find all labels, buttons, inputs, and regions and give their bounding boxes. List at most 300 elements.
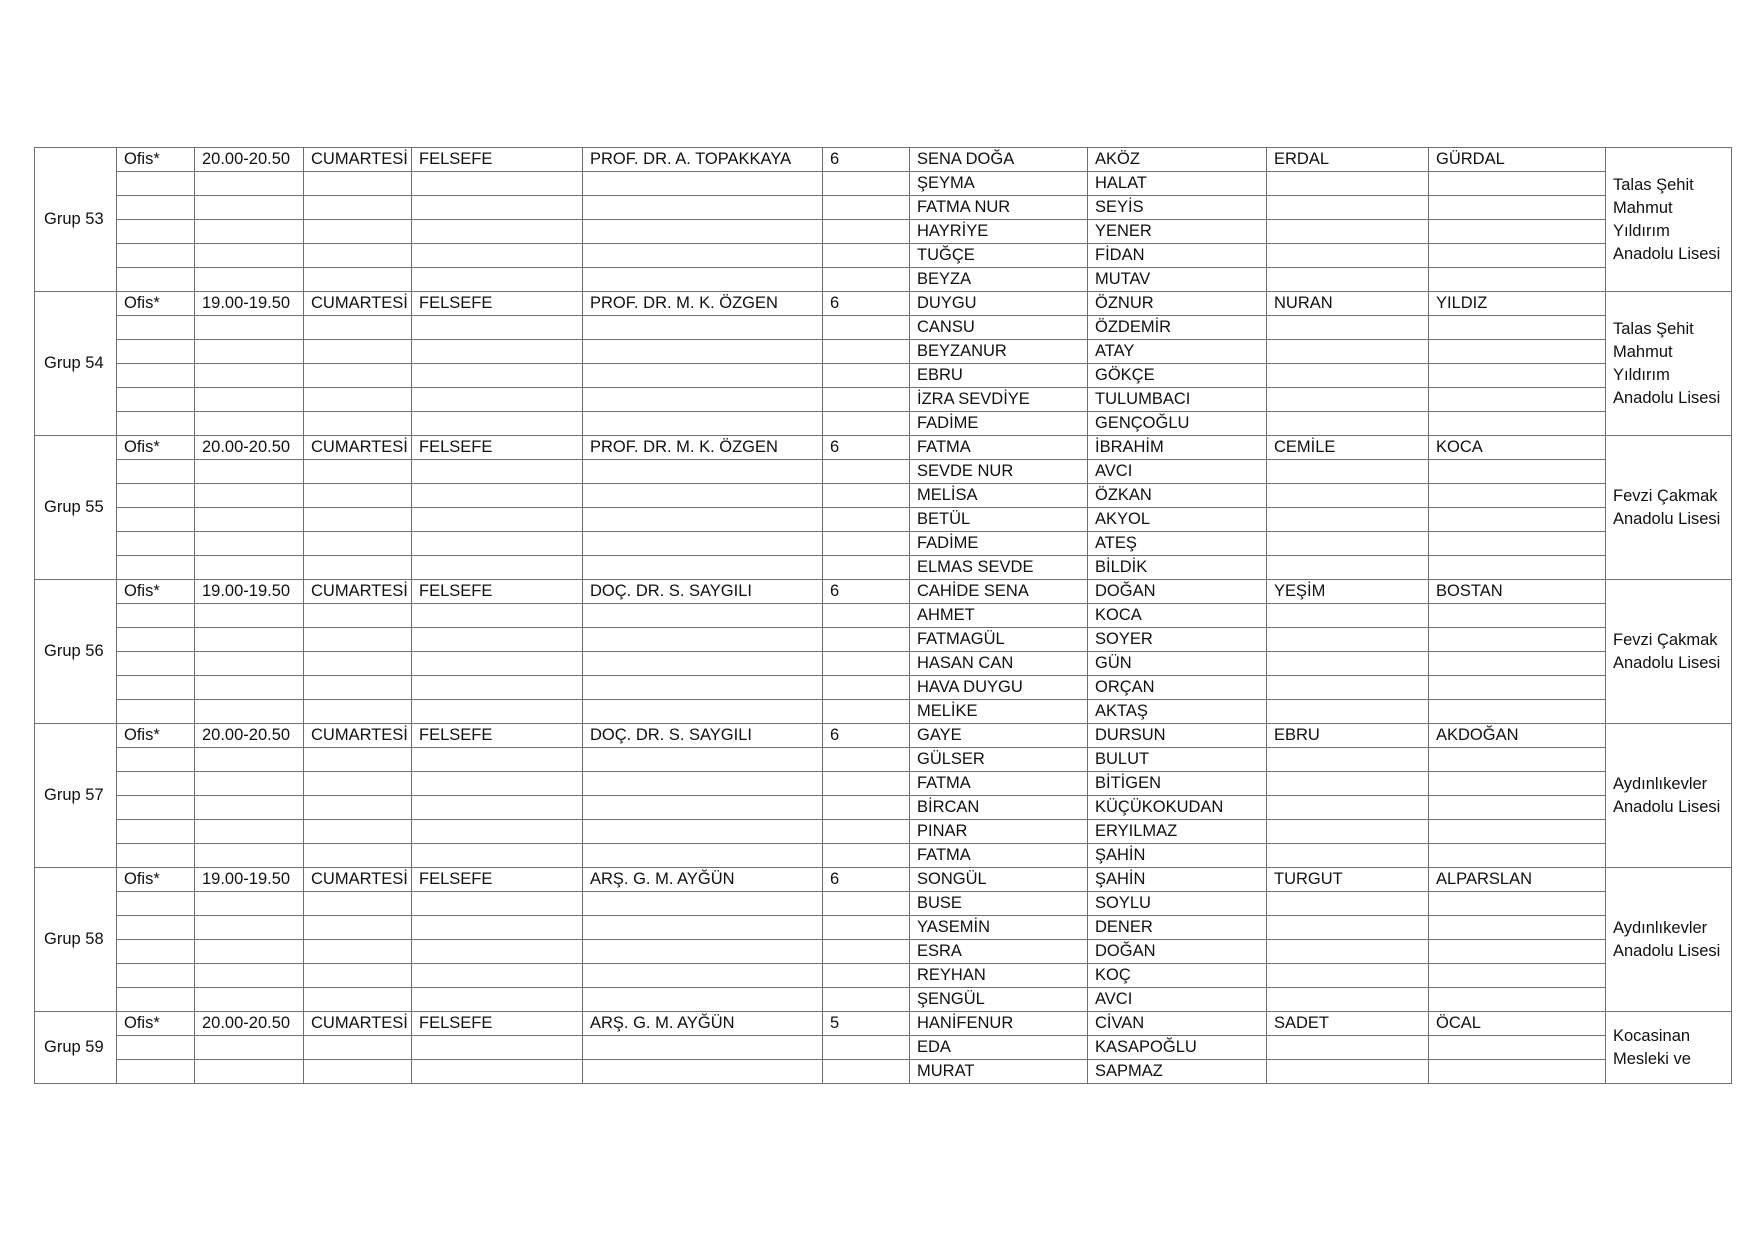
teacher-last-name <box>1429 388 1606 412</box>
table-row <box>35 892 1732 916</box>
time-cell <box>195 772 304 796</box>
day-cell <box>304 172 412 196</box>
course-cell <box>412 1036 583 1060</box>
student-first-name: SEVDE NUR <box>910 460 1088 484</box>
group-label: Grup 59 <box>35 1012 117 1084</box>
student-first-name: GAYE <box>910 724 1088 748</box>
day-cell <box>304 844 412 868</box>
instructor-cell <box>583 988 823 1012</box>
student-count-cell <box>823 772 910 796</box>
course-cell: FELSEFE <box>412 148 583 172</box>
student-count-cell <box>823 604 910 628</box>
teacher-first-name <box>1267 1036 1429 1060</box>
instructor-cell <box>583 844 823 868</box>
instructor-cell <box>583 964 823 988</box>
course-cell: FELSEFE <box>412 436 583 460</box>
teacher-first-name <box>1267 772 1429 796</box>
time-cell <box>195 700 304 724</box>
teacher-last-name: AKDOĞAN <box>1429 724 1606 748</box>
course-cell <box>412 1060 583 1084</box>
course-cell <box>412 508 583 532</box>
time-cell <box>195 556 304 580</box>
student-count-cell <box>823 364 910 388</box>
location-cell: Ofis* <box>117 436 195 460</box>
student-last-name: ÖZDEMİR <box>1088 316 1267 340</box>
location-cell <box>117 892 195 916</box>
group-label: Grup 56 <box>35 580 117 724</box>
instructor-cell <box>583 340 823 364</box>
student-count-cell <box>823 460 910 484</box>
day-cell <box>304 412 412 436</box>
teacher-first-name <box>1267 700 1429 724</box>
instructor-cell <box>583 916 823 940</box>
student-first-name: DUYGU <box>910 292 1088 316</box>
teacher-first-name <box>1267 340 1429 364</box>
teacher-first-name <box>1267 484 1429 508</box>
teacher-first-name <box>1267 196 1429 220</box>
course-cell <box>412 892 583 916</box>
location-cell <box>117 1036 195 1060</box>
time-cell: 20.00-20.50 <box>195 724 304 748</box>
time-cell <box>195 988 304 1012</box>
instructor-cell <box>583 532 823 556</box>
day-cell <box>304 748 412 772</box>
instructor-cell <box>583 388 823 412</box>
teacher-last-name <box>1429 796 1606 820</box>
location-cell <box>117 844 195 868</box>
student-first-name: REYHAN <box>910 964 1088 988</box>
student-last-name: MUTAV <box>1088 268 1267 292</box>
student-first-name: BUSE <box>910 892 1088 916</box>
teacher-last-name <box>1429 940 1606 964</box>
course-cell: FELSEFE <box>412 1012 583 1036</box>
teacher-first-name <box>1267 916 1429 940</box>
time-cell <box>195 412 304 436</box>
day-cell <box>304 364 412 388</box>
location-cell <box>117 388 195 412</box>
time-cell <box>195 340 304 364</box>
instructor-cell: DOÇ. DR. S. SAYGILI <box>583 724 823 748</box>
teacher-last-name <box>1429 364 1606 388</box>
student-first-name: FADİME <box>910 532 1088 556</box>
group-label: Grup 55 <box>35 436 117 580</box>
teacher-last-name: BOSTAN <box>1429 580 1606 604</box>
student-last-name: BİLDİK <box>1088 556 1267 580</box>
location-cell <box>117 484 195 508</box>
day-cell <box>304 556 412 580</box>
teacher-first-name <box>1267 364 1429 388</box>
teacher-last-name <box>1429 340 1606 364</box>
day-cell <box>304 988 412 1012</box>
instructor-cell <box>583 820 823 844</box>
time-cell <box>195 196 304 220</box>
location-cell <box>117 940 195 964</box>
student-count-cell <box>823 1060 910 1084</box>
teacher-first-name: SADET <box>1267 1012 1429 1036</box>
student-count-cell <box>823 532 910 556</box>
day-cell <box>304 676 412 700</box>
student-count-cell <box>823 484 910 508</box>
instructor-cell <box>583 460 823 484</box>
student-first-name: FADİME <box>910 412 1088 436</box>
teacher-first-name <box>1267 388 1429 412</box>
student-last-name: İBRAHİM <box>1088 436 1267 460</box>
day-cell: CUMARTESİ <box>304 1012 412 1036</box>
location-cell: Ofis* <box>117 868 195 892</box>
student-first-name: EBRU <box>910 364 1088 388</box>
student-count-cell: 6 <box>823 580 910 604</box>
teacher-first-name <box>1267 796 1429 820</box>
day-cell: CUMARTESİ <box>304 292 412 316</box>
day-cell <box>304 532 412 556</box>
student-first-name: HANİFENUR <box>910 1012 1088 1036</box>
school-name: Fevzi Çakmak Anadolu Lisesi <box>1606 580 1732 724</box>
instructor-cell: ARŞ. G. M. AYĞÜN <box>583 868 823 892</box>
teacher-last-name <box>1429 652 1606 676</box>
instructor-cell <box>583 172 823 196</box>
course-cell <box>412 412 583 436</box>
table-row <box>35 460 1732 484</box>
course-cell <box>412 604 583 628</box>
location-cell: Ofis* <box>117 1012 195 1036</box>
day-cell <box>304 220 412 244</box>
student-first-name: BETÜL <box>910 508 1088 532</box>
table-row <box>35 580 1732 604</box>
table-row <box>35 748 1732 772</box>
day-cell <box>304 1036 412 1060</box>
student-count-cell <box>823 676 910 700</box>
location-cell <box>117 196 195 220</box>
location-cell: Ofis* <box>117 148 195 172</box>
location-cell <box>117 268 195 292</box>
student-count-cell <box>823 172 910 196</box>
course-cell: FELSEFE <box>412 724 583 748</box>
instructor-cell <box>583 940 823 964</box>
table-row <box>35 628 1732 652</box>
teacher-last-name <box>1429 460 1606 484</box>
location-cell <box>117 364 195 388</box>
day-cell <box>304 820 412 844</box>
location-cell <box>117 532 195 556</box>
day-cell <box>304 508 412 532</box>
instructor-cell <box>583 604 823 628</box>
day-cell <box>304 964 412 988</box>
instructor-cell <box>583 556 823 580</box>
table-row <box>35 316 1732 340</box>
student-first-name: FATMA <box>910 772 1088 796</box>
course-cell <box>412 796 583 820</box>
student-count-cell <box>823 268 910 292</box>
location-cell <box>117 604 195 628</box>
day-cell <box>304 484 412 508</box>
student-first-name: ŞEYMA <box>910 172 1088 196</box>
student-count-cell <box>823 700 910 724</box>
time-cell <box>195 268 304 292</box>
table-row <box>35 916 1732 940</box>
schedule-table <box>34 147 1732 1084</box>
teacher-last-name <box>1429 892 1606 916</box>
student-count-cell: 6 <box>823 148 910 172</box>
student-first-name: FATMA <box>910 436 1088 460</box>
teacher-first-name <box>1267 172 1429 196</box>
group-label: Grup 58 <box>35 868 117 1012</box>
day-cell <box>304 268 412 292</box>
student-first-name: MELİKE <box>910 700 1088 724</box>
location-cell <box>117 556 195 580</box>
instructor-cell: PROF. DR. M. K. ÖZGEN <box>583 292 823 316</box>
course-cell <box>412 916 583 940</box>
table-row <box>35 700 1732 724</box>
student-count-cell <box>823 244 910 268</box>
course-cell <box>412 844 583 868</box>
day-cell <box>304 196 412 220</box>
instructor-cell: PROF. DR. M. K. ÖZGEN <box>583 436 823 460</box>
table-row <box>35 844 1732 868</box>
student-first-name: FATMAGÜL <box>910 628 1088 652</box>
instructor-cell <box>583 508 823 532</box>
teacher-last-name <box>1429 844 1606 868</box>
teacher-last-name <box>1429 964 1606 988</box>
time-cell <box>195 796 304 820</box>
student-last-name: ÖZKAN <box>1088 484 1267 508</box>
day-cell: CUMARTESİ <box>304 148 412 172</box>
table-row <box>35 676 1732 700</box>
student-count-cell <box>823 196 910 220</box>
table-row <box>35 508 1732 532</box>
instructor-cell <box>583 196 823 220</box>
time-cell <box>195 508 304 532</box>
school-name: Talas Şehit Mahmut Yıldırım Anadolu Lisesi <box>1606 292 1732 436</box>
table-row <box>35 652 1732 676</box>
course-cell <box>412 748 583 772</box>
student-count-cell: 6 <box>823 868 910 892</box>
course-cell <box>412 172 583 196</box>
table-row <box>35 964 1732 988</box>
course-cell <box>412 556 583 580</box>
table-row <box>35 724 1732 748</box>
school-name: Fevzi Çakmak Anadolu Lisesi <box>1606 436 1732 580</box>
time-cell: 19.00-19.50 <box>195 292 304 316</box>
teacher-first-name <box>1267 556 1429 580</box>
course-cell <box>412 316 583 340</box>
student-count-cell <box>823 316 910 340</box>
day-cell <box>304 604 412 628</box>
teacher-first-name: ERDAL <box>1267 148 1429 172</box>
day-cell <box>304 892 412 916</box>
instructor-cell <box>583 364 823 388</box>
teacher-first-name <box>1267 844 1429 868</box>
location-cell <box>117 220 195 244</box>
teacher-last-name <box>1429 244 1606 268</box>
teacher-last-name: ÖCAL <box>1429 1012 1606 1036</box>
student-last-name: DURSUN <box>1088 724 1267 748</box>
table-row <box>35 436 1732 460</box>
teacher-last-name <box>1429 748 1606 772</box>
course-cell <box>412 196 583 220</box>
instructor-cell <box>583 1060 823 1084</box>
student-last-name: ATAY <box>1088 340 1267 364</box>
teacher-last-name <box>1429 988 1606 1012</box>
schedule-body <box>35 148 1732 1084</box>
table-row <box>35 604 1732 628</box>
student-first-name: HASAN CAN <box>910 652 1088 676</box>
teacher-last-name <box>1429 700 1606 724</box>
student-first-name: ŞENGÜL <box>910 988 1088 1012</box>
student-last-name: BULUT <box>1088 748 1267 772</box>
day-cell <box>304 340 412 364</box>
location-cell <box>117 244 195 268</box>
student-last-name: SOYER <box>1088 628 1267 652</box>
teacher-first-name: TURGUT <box>1267 868 1429 892</box>
student-first-name: BİRCAN <box>910 796 1088 820</box>
student-last-name: BİTİGEN <box>1088 772 1267 796</box>
student-count-cell <box>823 820 910 844</box>
student-first-name: CAHİDE SENA <box>910 580 1088 604</box>
teacher-last-name <box>1429 508 1606 532</box>
student-count-cell <box>823 628 910 652</box>
course-cell <box>412 988 583 1012</box>
student-last-name: GENÇOĞLU <box>1088 412 1267 436</box>
student-first-name: PINAR <box>910 820 1088 844</box>
teacher-last-name: ALPARSLAN <box>1429 868 1606 892</box>
location-cell <box>117 700 195 724</box>
student-last-name: KOCA <box>1088 604 1267 628</box>
table-row <box>35 292 1732 316</box>
location-cell <box>117 796 195 820</box>
time-cell <box>195 244 304 268</box>
teacher-first-name: CEMİLE <box>1267 436 1429 460</box>
schedule-sheet <box>34 147 1732 1084</box>
location-cell <box>117 964 195 988</box>
table-row <box>35 772 1732 796</box>
time-cell <box>195 388 304 412</box>
location-cell: Ofis* <box>117 580 195 604</box>
teacher-first-name <box>1267 892 1429 916</box>
table-row <box>35 1036 1732 1060</box>
teacher-last-name <box>1429 220 1606 244</box>
day-cell: CUMARTESİ <box>304 436 412 460</box>
time-cell <box>195 220 304 244</box>
student-first-name: İZRA SEVDİYE <box>910 388 1088 412</box>
time-cell <box>195 364 304 388</box>
time-cell <box>195 628 304 652</box>
teacher-first-name <box>1267 748 1429 772</box>
location-cell: Ofis* <box>117 724 195 748</box>
student-last-name: TULUMBACI <box>1088 388 1267 412</box>
day-cell <box>304 916 412 940</box>
teacher-last-name <box>1429 604 1606 628</box>
course-cell <box>412 652 583 676</box>
student-last-name: CİVAN <box>1088 1012 1267 1036</box>
location-cell <box>117 748 195 772</box>
instructor-cell <box>583 748 823 772</box>
teacher-first-name <box>1267 940 1429 964</box>
teacher-first-name: EBRU <box>1267 724 1429 748</box>
teacher-last-name <box>1429 676 1606 700</box>
teacher-first-name <box>1267 652 1429 676</box>
student-last-name: GÜN <box>1088 652 1267 676</box>
student-count-cell <box>823 748 910 772</box>
time-cell <box>195 172 304 196</box>
student-first-name: FATMA <box>910 844 1088 868</box>
teacher-last-name <box>1429 1060 1606 1084</box>
student-first-name: GÜLSER <box>910 748 1088 772</box>
table-row <box>35 148 1732 172</box>
time-cell <box>195 940 304 964</box>
table-row <box>35 820 1732 844</box>
student-last-name: AVCI <box>1088 460 1267 484</box>
table-row <box>35 484 1732 508</box>
time-cell: 19.00-19.50 <box>195 868 304 892</box>
student-count-cell: 6 <box>823 724 910 748</box>
student-count-cell <box>823 940 910 964</box>
student-first-name: AHMET <box>910 604 1088 628</box>
student-last-name: ATEŞ <box>1088 532 1267 556</box>
teacher-first-name <box>1267 604 1429 628</box>
student-last-name: DENER <box>1088 916 1267 940</box>
teacher-first-name <box>1267 244 1429 268</box>
time-cell <box>195 532 304 556</box>
table-row <box>35 388 1732 412</box>
student-last-name: KÜÇÜKOKUDAN <box>1088 796 1267 820</box>
location-cell: Ofis* <box>117 292 195 316</box>
day-cell <box>304 772 412 796</box>
course-cell <box>412 940 583 964</box>
student-last-name: HALAT <box>1088 172 1267 196</box>
day-cell <box>304 388 412 412</box>
time-cell <box>195 316 304 340</box>
teacher-first-name <box>1267 268 1429 292</box>
student-first-name: EDA <box>910 1036 1088 1060</box>
student-first-name: BEYZANUR <box>910 340 1088 364</box>
student-count-cell <box>823 556 910 580</box>
student-first-name: ESRA <box>910 940 1088 964</box>
teacher-first-name: YEŞİM <box>1267 580 1429 604</box>
school-name: Talas Şehit Mahmut Yıldırım Anadolu Lisesi <box>1606 148 1732 292</box>
course-cell: FELSEFE <box>412 868 583 892</box>
group-label: Grup 54 <box>35 292 117 436</box>
instructor-cell <box>583 244 823 268</box>
course-cell <box>412 340 583 364</box>
teacher-last-name: GÜRDAL <box>1429 148 1606 172</box>
instructor-cell <box>583 652 823 676</box>
student-count-cell <box>823 220 910 244</box>
student-last-name: DOĞAN <box>1088 580 1267 604</box>
instructor-cell <box>583 796 823 820</box>
teacher-first-name <box>1267 1060 1429 1084</box>
instructor-cell <box>583 412 823 436</box>
location-cell <box>117 820 195 844</box>
student-last-name: KASAPOĞLU <box>1088 1036 1267 1060</box>
day-cell <box>304 796 412 820</box>
teacher-last-name <box>1429 1036 1606 1060</box>
day-cell <box>304 244 412 268</box>
student-last-name: ŞAHİN <box>1088 844 1267 868</box>
student-count-cell: 5 <box>823 1012 910 1036</box>
instructor-cell <box>583 316 823 340</box>
student-last-name: SOYLU <box>1088 892 1267 916</box>
course-cell <box>412 772 583 796</box>
location-cell <box>117 1060 195 1084</box>
day-cell: CUMARTESİ <box>304 868 412 892</box>
course-cell <box>412 484 583 508</box>
teacher-last-name <box>1429 196 1606 220</box>
table-row <box>35 556 1732 580</box>
student-first-name: CANSU <box>910 316 1088 340</box>
day-cell <box>304 652 412 676</box>
table-row <box>35 532 1732 556</box>
table-row <box>35 220 1732 244</box>
